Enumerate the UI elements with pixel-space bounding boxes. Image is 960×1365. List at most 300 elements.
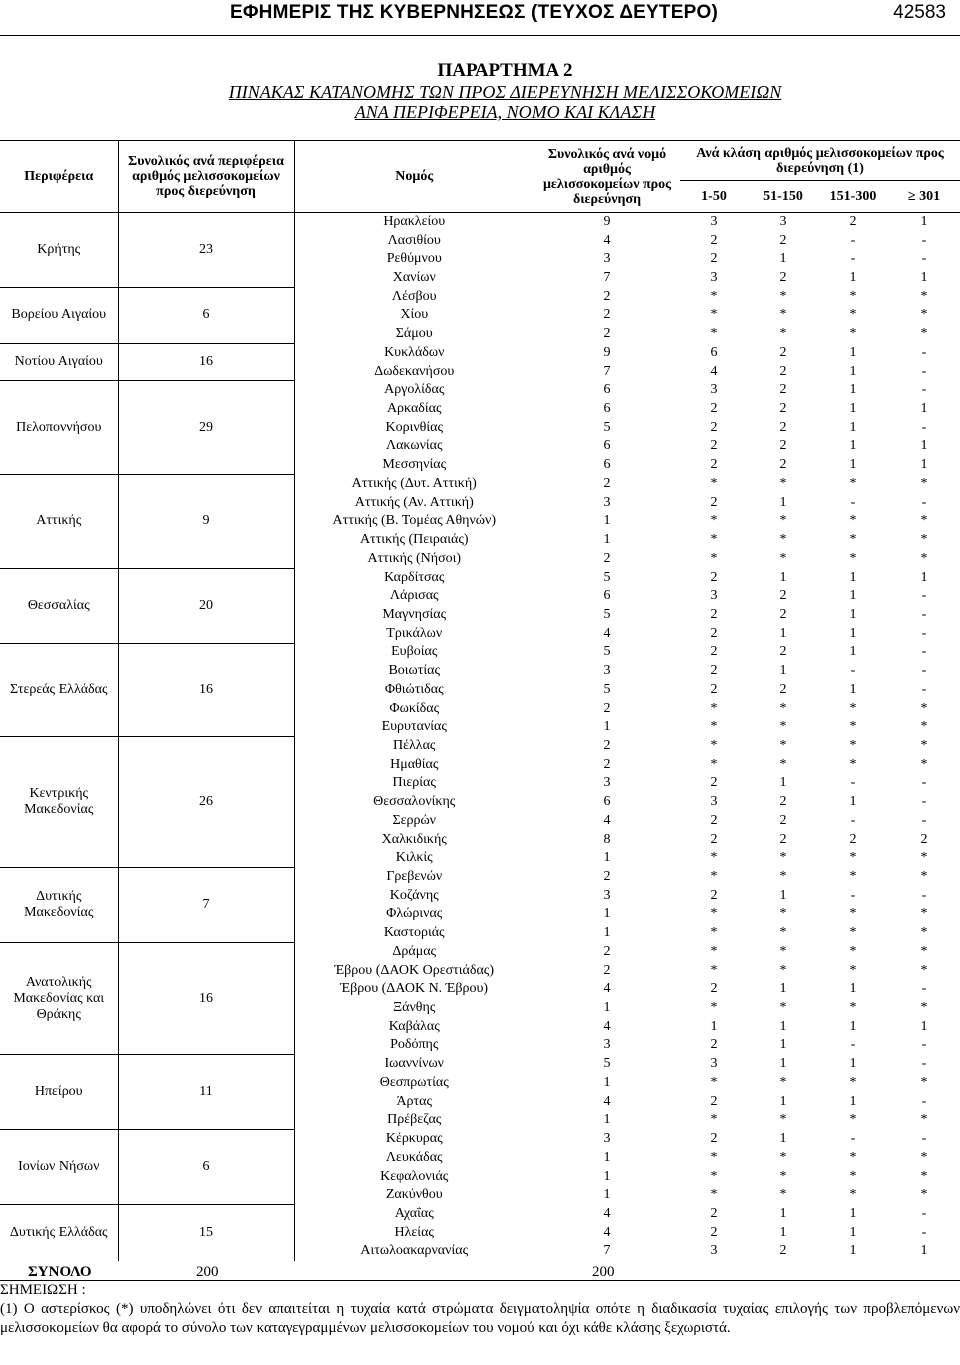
prefecture-name: Αχαΐας [394,1205,434,1221]
class-2-count: 1 [779,569,787,585]
class-2-count: 2 [779,794,787,810]
class-3-count: * [849,700,857,716]
table-row [0,475,960,494]
class-4-count: * [920,532,928,548]
class-2-count: * [779,962,787,978]
region-name: Ανατολικής Μακεδονίας και Θράκης [0,943,118,1055]
class-3-count: 1 [849,588,857,604]
class-3-count: * [849,850,857,866]
region-name: Αττικής [0,475,118,569]
class-3-count: * [849,1187,857,1203]
class-3-count: * [849,869,857,885]
class-3-count: 2 [849,831,857,847]
prefecture-name: Αργολίδας [384,382,445,398]
class-1-count: * [710,326,718,342]
class-4-count: - [921,644,927,660]
class-2-count: * [779,1187,787,1203]
prefecture-total: 6 [603,588,611,604]
class-4-count: - [921,382,927,398]
class-2-count: 1 [779,494,787,510]
class-2-count: * [779,719,787,735]
prefecture-total: 7 [603,270,611,286]
class-4-count: - [921,812,927,828]
prefecture-name: Σερρών [392,812,437,828]
prefecture-total: 9 [603,344,611,360]
class-4-count: - [921,363,927,379]
table-row [0,643,960,662]
prefecture-name: Ζακύνθου [385,1187,443,1203]
class-3-count: - [850,1037,856,1053]
prefecture-name: Βοιωτίας [388,663,441,679]
class-1-count: 2 [710,831,718,847]
note-heading: ΣΗΜΕΙΩΣΗ : [0,1280,960,1300]
annex-titles [0,60,960,122]
class-3-count: 1 [849,606,857,622]
region-total: 16 [118,344,294,381]
class-1-count: * [710,1000,718,1016]
class-3-count: 1 [849,1056,857,1072]
region-name: Πελοποννήσου [0,381,118,475]
prefecture-name: Αττικής (Πειραιάς) [359,532,469,548]
class-1-count: * [710,906,718,922]
class-3-count: * [849,906,857,922]
class-1-count: * [710,1187,718,1203]
class-1-count: 6 [710,344,718,360]
class-4-count: * [920,326,928,342]
class-3-count: 1 [849,419,857,435]
prefecture-name: Χίου [400,307,429,323]
prefecture-name: Κεφαλονιάς [380,1168,449,1184]
table-row [0,287,960,306]
class-2-count: * [779,850,787,866]
prefecture-total: 2 [603,307,611,323]
class-3-count: 1 [849,401,857,417]
region-total: 29 [118,381,294,475]
region-total: 16 [118,943,294,1055]
class-2-count: 2 [779,681,787,697]
class-1-count: 3 [710,1056,718,1072]
class-3-count: * [849,1074,857,1090]
class-1-count: 2 [710,569,718,585]
prefecture-total: 2 [603,288,611,304]
class-2-count: 1 [779,887,787,903]
prefecture-name: Τρικάλων [386,625,443,641]
class-3-count: * [849,326,857,342]
prefecture-name: Λακωνίας [385,438,443,454]
gazette-title: ΕΦΗΜΕΡΙΣ ΤΗΣ ΚΥΒΕΡΝΗΣΕΩΣ (ΤΕΥΧΟΣ ΔΕΥΤΕΡΟ) [230,2,718,23]
class-1-count: 2 [710,981,718,997]
class-4-count: 1 [920,1243,928,1259]
class-1-count: 3 [710,270,718,286]
prefecture-name: Αττικής (Β. Τομέας Αθηνών) [332,513,497,529]
region-total: 7 [118,868,294,943]
class-3-count: - [850,663,856,679]
class-2-count: 2 [779,457,787,473]
class-2-count: * [779,307,787,323]
table-subtitle-1: ΠΙΝΑΚΑΣ ΚΑΤΑΝΟΜΗΣ ΤΩΝ ΠΡΟΣ ΔΙΕΡΕΥΝΗΣΗ ΜΕΛΙΣΣΟΚΟΜΕΙΩΝ [228,82,782,102]
region-name: Ηπείρου [0,1055,118,1130]
class-4-count: - [921,794,927,810]
note-text: (1) Ο αστερίσκος (*) υποδηλώνει ότι δεν απαιτείται η τυχαία κατά στρώματα δειγματοληψία οπότε η διαδικασία τυχαίας επιλογής των προβλεπόμενων μελισσοκομείων θα αφορά το σύνολο των καταγεγραμμένων μελισσοκομείων του νομού και όχι κάθε κλάσης ξεχωριστά. [0,1301,960,1336]
class-3-count: * [849,513,857,529]
class-1-count: * [710,962,718,978]
class-3-count: 1 [849,1093,857,1109]
class-2-count: 3 [779,214,787,230]
prefecture-total: 6 [603,457,611,473]
header-class-2: 51-150 [748,181,818,213]
class-1-count: 2 [710,232,718,248]
prefecture-name: Ρεθύμνου [386,251,442,267]
class-4-count: - [921,1037,927,1053]
region-total: 20 [118,568,294,643]
class-1-count: 2 [710,494,718,510]
annex-title: ΠΑΡΑΡΤΗΜΑ 2 [437,60,573,81]
class-2-count: * [779,513,787,529]
prefecture-total: 2 [603,962,611,978]
totals-region-total: 200 [196,1264,219,1280]
class-3-count: 1 [849,1205,857,1221]
class-3-count: * [849,288,857,304]
table-row [0,1205,960,1224]
class-4-count: * [920,1000,928,1016]
region-total: 11 [118,1055,294,1130]
class-3-count: - [850,812,856,828]
class-3-count: 1 [849,1243,857,1259]
class-1-count: * [710,925,718,941]
class-2-count: 1 [779,1037,787,1053]
prefecture-total: 8 [603,831,611,847]
class-3-count: * [849,307,857,323]
class-1-count: 4 [710,363,718,379]
prefecture-name: Αρκαδίας [386,401,442,417]
prefecture-name: Καστοριάς [383,925,445,941]
prefecture-total: 4 [603,625,611,641]
class-4-count: * [920,962,928,978]
prefecture-name: Αττικής (Αν. Αττική) [354,494,474,510]
class-2-count: 1 [779,775,787,791]
class-1-count: 2 [710,1131,718,1147]
class-2-count: 2 [779,344,787,360]
class-2-count: 1 [779,625,787,641]
class-4-count: * [920,475,928,491]
class-2-count: 1 [779,1018,787,1034]
table-subtitle-2: ΑΝΑ ΠΕΡΙΦΕΡΕΙΑ, ΝΟΜΟ ΚΑΙ ΚΛΑΣΗ [354,102,656,122]
class-3-count: 1 [849,569,857,585]
prefecture-name: Αττικής (Δυτ. Αττική) [351,475,477,491]
class-2-count: * [779,288,787,304]
class-2-count: 2 [779,401,787,417]
class-1-count: 2 [710,251,718,267]
class-3-count: 1 [849,981,857,997]
prefecture-name: Κορινθίας [385,419,444,435]
class-4-count: * [920,906,928,922]
class-1-count: * [710,850,718,866]
prefecture-name: Λέσβου [391,288,437,304]
prefecture-name: Πέλλας [393,737,436,753]
class-4-count: - [921,251,927,267]
class-3-count: * [849,1112,857,1128]
class-3-count: 1 [849,457,857,473]
prefecture-name: Κοζάνης [389,887,439,903]
class-1-count: 2 [710,1093,718,1109]
prefecture-name: Άρτας [396,1093,433,1109]
prefecture-name: Δράμας [392,943,437,959]
class-1-count: * [710,1112,718,1128]
region-name: Νοτίου Αιγαίου [0,344,118,381]
class-3-count: 1 [849,382,857,398]
class-3-count: * [849,1000,857,1016]
class-4-count: * [920,943,928,959]
prefecture-total: 4 [603,981,611,997]
class-2-count: 2 [779,419,787,435]
header-region: Περιφέρεια [0,141,118,213]
class-4-count: - [921,344,927,360]
region-name: Κεντρικής Μακεδονίας [0,737,118,868]
class-2-count: 2 [779,1243,787,1259]
class-2-count: * [779,532,787,548]
class-3-count: * [849,719,857,735]
prefecture-total: 2 [603,943,611,959]
prefecture-total: 1 [603,906,611,922]
class-4-count: - [921,588,927,604]
prefecture-name: Λευκάδας [385,1149,443,1165]
prefecture-total: 1 [603,1000,611,1016]
class-4-count: - [921,1205,927,1221]
table-row [0,1055,960,1074]
class-1-count: 2 [710,1205,718,1221]
prefecture-total: 1 [603,925,611,941]
prefecture-name: Ηρακλείου [383,214,446,230]
prefecture-total: 1 [603,1149,611,1165]
region-total: 6 [118,287,294,343]
class-3-count: 1 [849,625,857,641]
prefecture-total: 1 [603,850,611,866]
region-name: Στερεάς Ελλάδας [0,643,118,737]
prefecture-total: 5 [603,681,611,697]
class-1-count: 2 [710,1224,718,1240]
prefecture-name: Πρέβεζας [387,1112,442,1128]
table-row [0,344,960,363]
class-1-count: 2 [710,812,718,828]
prefecture-name: Κυκλάδων [384,344,445,360]
class-2-count: * [779,756,787,772]
class-1-count: 2 [710,606,718,622]
class-3-count: - [850,1131,856,1147]
prefecture-total: 3 [603,494,611,510]
class-4-count: 1 [920,401,928,417]
class-4-count: 1 [920,1018,928,1034]
header-region-total: Συνολικός ανά περιφέρεια αριθμός μελισσοκομείων προς διερεύνηση [118,141,294,213]
class-1-count: * [710,1149,718,1165]
class-4-count: - [921,681,927,697]
prefecture-total: 4 [603,232,611,248]
prefecture-name: Θεσσαλονίκης [373,794,456,810]
class-2-count: 1 [779,1205,787,1221]
class-3-count: * [849,550,857,566]
class-1-count: 2 [710,457,718,473]
prefecture-total: 5 [603,419,611,435]
class-1-count: 2 [710,663,718,679]
class-1-count: * [710,1168,718,1184]
header-class-1: 1-50 [680,181,748,213]
prefecture-name: Μεσσηνίας [382,457,447,473]
class-2-count: 2 [779,644,787,660]
prefecture-name: Φωκίδας [389,700,440,716]
table-row [0,943,960,962]
class-3-count: * [849,962,857,978]
class-2-count: 2 [779,438,787,454]
class-2-count: 1 [779,981,787,997]
prefecture-name: Ροδόπης [390,1037,439,1053]
class-4-count: 1 [920,214,928,230]
class-1-count: * [710,288,718,304]
table-body [0,213,960,1261]
prefecture-name: Ευρυτανίας [381,719,447,735]
table-row [0,1130,960,1149]
prefecture-total: 4 [603,1093,611,1109]
prefecture-total: 2 [603,700,611,716]
prefecture-total: 4 [603,1018,611,1034]
prefecture-total: 3 [603,887,611,903]
class-2-count: 2 [779,382,787,398]
class-1-count: * [710,700,718,716]
class-2-count: * [779,869,787,885]
class-2-count: 1 [779,1224,787,1240]
class-4-count: * [920,1074,928,1090]
class-1-count: 2 [710,887,718,903]
region-total: 15 [118,1205,294,1261]
class-4-count: * [920,869,928,885]
prefecture-name: Αττικής (Νήσοι) [367,550,462,566]
prefecture-total: 1 [603,1187,611,1203]
class-3-count: 1 [849,1224,857,1240]
prefecture-name: Χανίων [392,270,436,286]
prefecture-name: Χαλκιδικής [381,831,447,847]
class-2-count: 1 [779,1131,787,1147]
class-3-count: 1 [849,363,857,379]
prefecture-total: 6 [603,401,611,417]
prefecture-total: 2 [603,326,611,342]
table-row [0,737,960,756]
prefecture-name: Καρδίτσας [384,569,445,585]
prefecture-total: 2 [603,869,611,885]
class-4-count: * [920,756,928,772]
prefecture-name: Θεσπρωτίας [379,1074,449,1090]
prefecture-total: 2 [603,550,611,566]
region-name: Ιονίων Νήσων [0,1130,118,1205]
class-4-count: - [921,981,927,997]
prefecture-total: 2 [603,737,611,753]
prefecture-total: 1 [603,1168,611,1184]
class-3-count: - [850,494,856,510]
class-4-count: - [921,232,927,248]
header-class-3: 151-300 [818,181,888,213]
distribution-table [0,140,960,1261]
class-2-count: * [779,906,787,922]
class-4-count: 2 [920,831,928,847]
class-1-count: 3 [710,794,718,810]
class-1-count: 2 [710,681,718,697]
class-1-count: * [710,943,718,959]
region-name: Βορείου Αιγαίου [0,287,118,343]
region-name: Θεσσαλίας [0,568,118,643]
prefecture-total: 5 [603,1056,611,1072]
class-2-count: * [779,700,787,716]
class-4-count: - [921,1131,927,1147]
class-2-count: * [779,1168,787,1184]
prefecture-total: 3 [603,1131,611,1147]
class-1-count: 2 [710,775,718,791]
header-class-4: ≥ 301 [888,181,960,213]
prefecture-total: 3 [603,663,611,679]
class-3-count: * [849,1149,857,1165]
prefecture-total: 1 [603,513,611,529]
prefecture-total: 2 [603,475,611,491]
class-4-count: - [921,606,927,622]
region-total: 9 [118,475,294,569]
prefecture-total: 2 [603,756,611,772]
class-4-count: 1 [920,438,928,454]
class-2-count: * [779,550,787,566]
class-1-count: 3 [710,1243,718,1259]
region-total: 16 [118,643,294,737]
class-2-count: 2 [779,232,787,248]
prefecture-name: Ηλείας [394,1224,434,1240]
class-4-count: 1 [920,270,928,286]
prefecture-total: 7 [603,1243,611,1259]
prefecture-total: 1 [603,1074,611,1090]
class-3-count: - [850,232,856,248]
class-4-count: * [920,700,928,716]
prefecture-total: 1 [603,532,611,548]
class-3-count: - [850,775,856,791]
class-2-count: 2 [779,606,787,622]
class-2-count: * [779,1000,787,1016]
header-prefecture-total: Συνολικός ανά νομό αριθμός μελισσοκομείων προς διερεύνηση [534,141,680,213]
prefecture-total: 3 [603,775,611,791]
class-3-count: * [849,756,857,772]
class-1-count: * [710,756,718,772]
region-name: Δυτικής Ελλάδας [0,1205,118,1261]
class-3-count: 1 [849,270,857,286]
class-1-count: * [710,475,718,491]
region-name: Κρήτης [0,213,118,288]
class-3-count: 1 [849,438,857,454]
header-class-group: Ανά κλάση αριθμός μελισσοκομείων προς διερεύνηση (1) [680,141,960,181]
region-total: 23 [118,213,294,288]
prefecture-total: 6 [603,794,611,810]
class-1-count: * [710,719,718,735]
class-2-count: * [779,326,787,342]
class-2-count: 1 [779,251,787,267]
class-4-count: - [921,887,927,903]
class-3-count: 1 [849,681,857,697]
class-4-count: * [920,307,928,323]
class-1-count: 2 [710,1037,718,1053]
class-4-count: 1 [920,457,928,473]
class-4-count: - [921,419,927,435]
prefecture-name: Φθιώτιδας [384,681,444,697]
class-3-count: 1 [849,644,857,660]
class-4-count: * [920,737,928,753]
prefecture-name: Μαγνησίας [382,606,447,622]
class-1-count: * [710,532,718,548]
prefecture-total: 7 [603,363,611,379]
class-3-count: * [849,943,857,959]
prefecture-total: 4 [603,1224,611,1240]
prefecture-name: Αιτωλοακαρνανίας [360,1243,469,1259]
class-4-count: * [920,550,928,566]
